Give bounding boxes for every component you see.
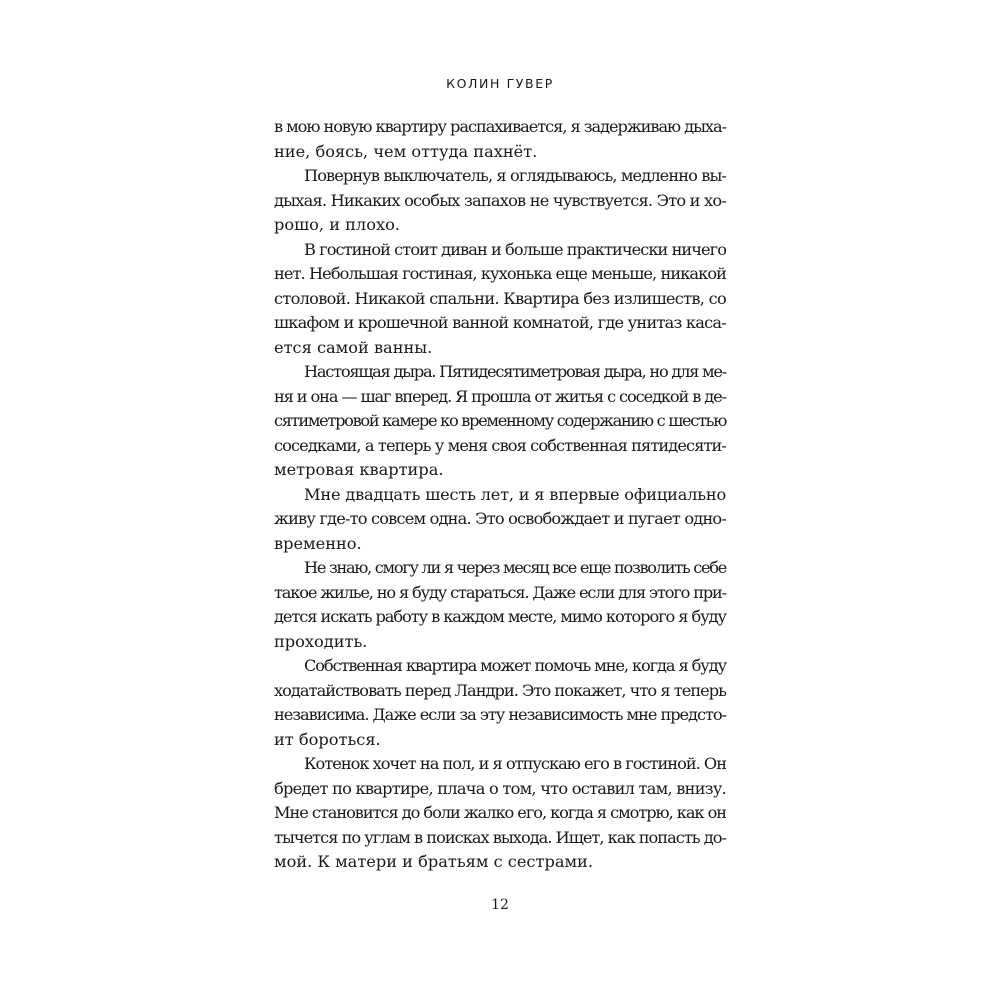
text-line: Мне становится до боли жалко его, когда я смотрю, как он [274, 803, 726, 822]
text-line: Собственная квартира может помочь мне, когда я буду [304, 656, 726, 675]
text-line: ется самой ванны. [274, 337, 433, 357]
text-line: проходить. [274, 631, 368, 651]
text-line: живу где-то совсем одна. Это освобождает и пугает одно- [274, 509, 726, 528]
text-line: такое жилье, но я буду стараться. Даже если для этого при- [274, 582, 726, 602]
text-line: мой. К матери и братьям с сестрами. [274, 852, 593, 871]
text-line: ит бороться. [274, 729, 381, 749]
text-line: дыхая. Никаких особых запахов не чувствуется. Это и хо- [274, 190, 726, 210]
page-number: 12 [491, 897, 509, 913]
text-line: столовой. Никакой спальни. Квартира без излишеств, со [274, 288, 726, 308]
text-line: бредет по квартире, плача о том, что оставил там, внизу. [274, 778, 726, 798]
text-line: тычется по углам в поисках выхода. Ищет, как попасть до- [274, 827, 726, 847]
text-line: рошо, и плохо. [274, 215, 400, 234]
text-line: ня и она — шаг вперед. Я прошла от житья с соседкой в де- [274, 386, 726, 406]
text-line: метровая квартира. [274, 460, 444, 479]
body-text [274, 115, 726, 875]
text-line: Повернув выключатель, я оглядываюсь, медленно вы- [304, 166, 726, 185]
text-line: соседками, а теперь у меня своя собственная пятидесяти- [274, 435, 726, 455]
text-line: Мне двадцать шесть лет, и я впервые официально [304, 484, 726, 504]
text-line: шкафом и крошечной ванной комнатой, где унитаз каса- [274, 313, 726, 332]
text-line: независима. Даже если за эту независимость мне предсто- [274, 705, 726, 724]
text-line: дется искать работу в каждом месте, мимо которого я буду [274, 607, 726, 626]
text-line: Не знаю, смогу ли я через месяц все еще позволить себе [304, 558, 726, 577]
text-line: Настоящая дыра. Пятидесятиметровая дыра, но для ме- [304, 362, 726, 381]
running-head: КОЛИН ГУВЕР [446, 76, 554, 91]
text-line: нет. Небольшая гостиная, кухонька еще меньше, никакой [274, 264, 726, 283]
text-line: ние, боясь, чем оттуда пахнёт. [274, 141, 538, 161]
text-line: В гостиной стоит диван и больше практически ничего [304, 239, 726, 259]
text-line: ходатайствовать перед Ландри. Это покажет, что я теперь [274, 680, 726, 700]
text-line: временно. [274, 533, 362, 553]
text-line: Котенок хочет на пол, и я отпускаю его в гостиной. Он [304, 754, 726, 773]
text-line: сятиметровой камере ко временному содержанию с шестью [274, 411, 726, 430]
text-line: в мою новую квартиру распахивается, я задерживаю дыха- [274, 117, 726, 136]
